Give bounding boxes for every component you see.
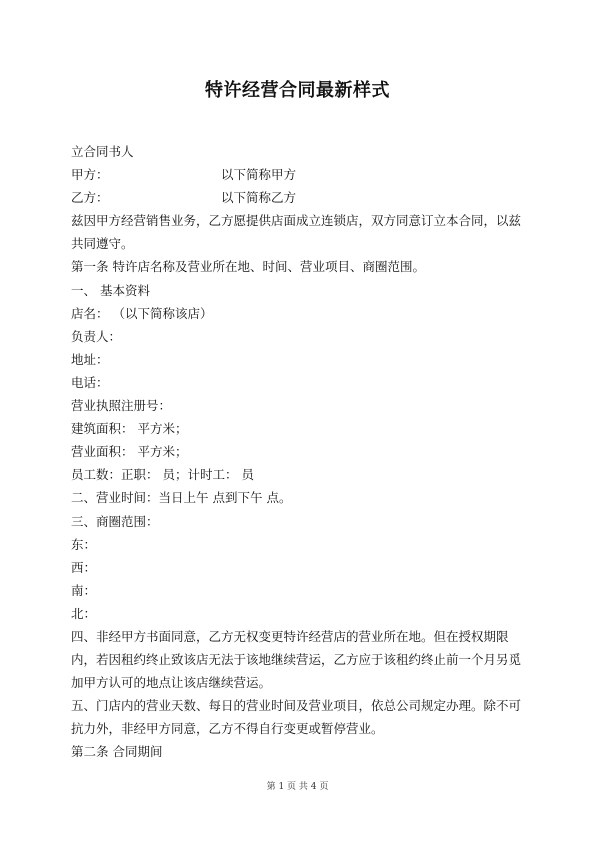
article-2-heading: 第二条 合同期间 <box>71 744 163 760</box>
staff-field: 员工数：正职： 员；计时工： 员 <box>71 467 254 483</box>
person-in-charge-field: 负责人： <box>71 328 122 344</box>
section-basic-info: 一、 基本资料 <box>71 282 150 298</box>
section-operating-days: 五、门店内的营业天数、每日的营业时间及营业项目，依总公司规定办理。除不可抗力外，非经甲方同意，乙方不得自行变更或暂停营业。 <box>71 698 522 737</box>
trade-area-north: 北： <box>71 605 97 621</box>
trade-area-south: 南： <box>71 582 97 598</box>
party-b-label: 乙方： <box>71 190 109 206</box>
license-field: 营业执照注册号： <box>71 398 172 414</box>
page-number-footer: 第 1 页 共 4 页 <box>266 782 329 792</box>
section-location-change: 四、非经甲方书面同意，乙方无权变更特许经营店的营业所在地。但在授权期限内，若因租约终止致该店无法于该地继续营运，乙方应于该租约终止前一个月另觅加甲方认可的地点让该店继续营运。 <box>71 628 522 691</box>
phone-field: 电话： <box>71 374 109 390</box>
address-field: 地址： <box>71 351 109 367</box>
trade-area-east: 东： <box>71 536 97 552</box>
store-name-field: 店名： （以下简称该店） <box>71 305 213 321</box>
party-b-line <box>71 186 527 209</box>
document-title: 特许经营合同最新样式 <box>205 80 390 101</box>
party-a-line <box>71 163 527 186</box>
party-a-label: 甲方： <box>71 167 109 183</box>
section-business-hours: 二、营业时间：当日上午 点到下午 点。 <box>71 490 292 506</box>
party-a-note: 以下简称甲方 <box>221 167 297 183</box>
trade-area-west: 西： <box>71 559 97 575</box>
parties-heading: 立合同书人 <box>71 144 134 159</box>
document-body <box>71 140 527 764</box>
building-area-field: 建筑面积： 平方米； <box>71 421 188 437</box>
party-b-note: 以下简称乙方 <box>221 190 297 206</box>
article-1-heading: 第一条 特许店名称及营业所在地、时间、营业项目、商圈范围。 <box>71 259 425 275</box>
business-area-field: 营业面积： 平方米； <box>71 444 188 460</box>
section-trade-area: 三、商圈范围： <box>71 513 159 529</box>
preamble-paragraph: 兹因甲方经营销售业务，乙方愿提供店面成立连锁店，双方同意订立本合同，以兹共同遵守。 <box>71 213 522 252</box>
